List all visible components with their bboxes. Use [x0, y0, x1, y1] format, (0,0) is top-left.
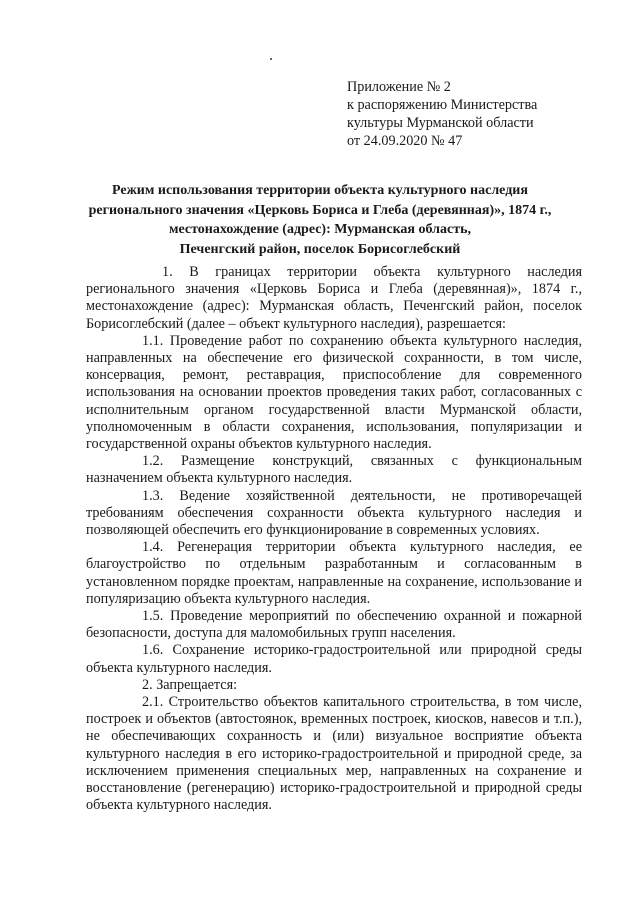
paragraph-1-1: [86, 333, 582, 453]
paragraph-2-1: [86, 694, 582, 814]
paragraph-number: 1.5.: [142, 608, 164, 625]
paragraph-number: 1.1.: [142, 332, 164, 349]
paragraph-text: Запрещается:: [156, 676, 238, 693]
paragraph-1-2: [86, 453, 582, 487]
paragraph-text: Регенерация территории объекта культурного наследия, ее благоустройство по отдельным разработанным и согласованным в установленном порядке проектам, направленные на сохранение, использование и популяризацию объекта культурного наследия.: [86, 539, 582, 607]
appendix-line: Приложение № 2: [347, 79, 451, 95]
paragraph-text: Размещение конструкций, связанных с функциональным назначением объекта культурного наследия.: [86, 453, 583, 487]
scan-dot: [270, 58, 272, 60]
paragraph-number: 1.6.: [142, 642, 164, 659]
paragraph-2: [86, 677, 582, 694]
paragraph-number: 1.4.: [142, 539, 164, 556]
appendix-header: [347, 78, 537, 150]
paragraph-text: Строительство объектов капитального строительства, в том числе, построек и объектов (автостоянок, временных построек, киосков, навесов и т.п.), не обеспечивающих сохранность и (или) визуальное восприятие объекта культурного наследия в его историко-градостроительной и природной среде, за исключением применения специальных мер, направленных на сохранение и восстановление (регенерацию) историко-градостроительной и природной среды объекта культурного наследия.: [86, 694, 583, 814]
paragraph-text: Сохранение историко-градостроительной или природной среды объекта культурного наследия.: [86, 642, 582, 676]
paragraph-1: [86, 264, 582, 333]
document-title: [70, 181, 570, 259]
title-line: регионального значения «Церковь Бориса и Глеба (деревянная)», 1874 г.,: [88, 202, 552, 218]
paragraph-text: Ведение хозяйственной деятельности, не противоречащей требованиям обеспечения сохранности объекта культурного наследия и позволяющей обеспечить его функционирование в современных условиях.: [86, 487, 582, 539]
appendix-line: к распоряжению Министерства: [347, 97, 538, 113]
appendix-line: от 24.09.2020 № 47: [347, 133, 463, 149]
paragraph-1-5: [86, 608, 582, 642]
paragraph-text: В границах территории объекта культурного наследия регионального значения «Церковь Бориса и Глеба (деревянная)», 1874 г., местонахождение (адрес): Мурманская область, Печенгский район, поселок Борисоглебский (далее – объект культурного наследия), разрешается:: [86, 264, 582, 332]
paragraph-number: 2.1.: [142, 694, 164, 711]
paragraph-text: Проведение мероприятий по обеспечению охранной и пожарной безопасности, доступа для маломобильных групп населения.: [86, 608, 582, 642]
paragraph-1-3: [86, 488, 582, 540]
paragraph-1-4: [86, 539, 582, 608]
paragraph-1-6: [86, 642, 582, 676]
paragraph-number: 1.: [162, 264, 173, 280]
paragraph-number: 2.: [142, 676, 153, 693]
paragraph-text: Проведение работ по сохранению объекта культурного наследия, направленных на обеспечение его физической сохранности, в том числе, консервация, ремонт, реставрация, приспособление для современного использования на основании проектов проведения таких работ, согласованных с исполнительным органом государственной власти Мурманской области, уполномоченным в области сохранения, использования, популяризации и государственной охраны объектов культурного наследия.: [86, 332, 582, 453]
title-line: Печенгский район, поселок Борисоглебский: [179, 241, 461, 257]
appendix-line: культуры Мурманской области: [347, 115, 534, 131]
title-line: местонахождение (адрес): Мурманская область,: [168, 222, 471, 237]
paragraph-number: 1.2.: [142, 453, 164, 470]
title-line: Режим использования территории объекта культурного наследия: [112, 183, 528, 198]
document-body: [86, 264, 582, 815]
paragraph-number: 1.3.: [142, 487, 164, 504]
